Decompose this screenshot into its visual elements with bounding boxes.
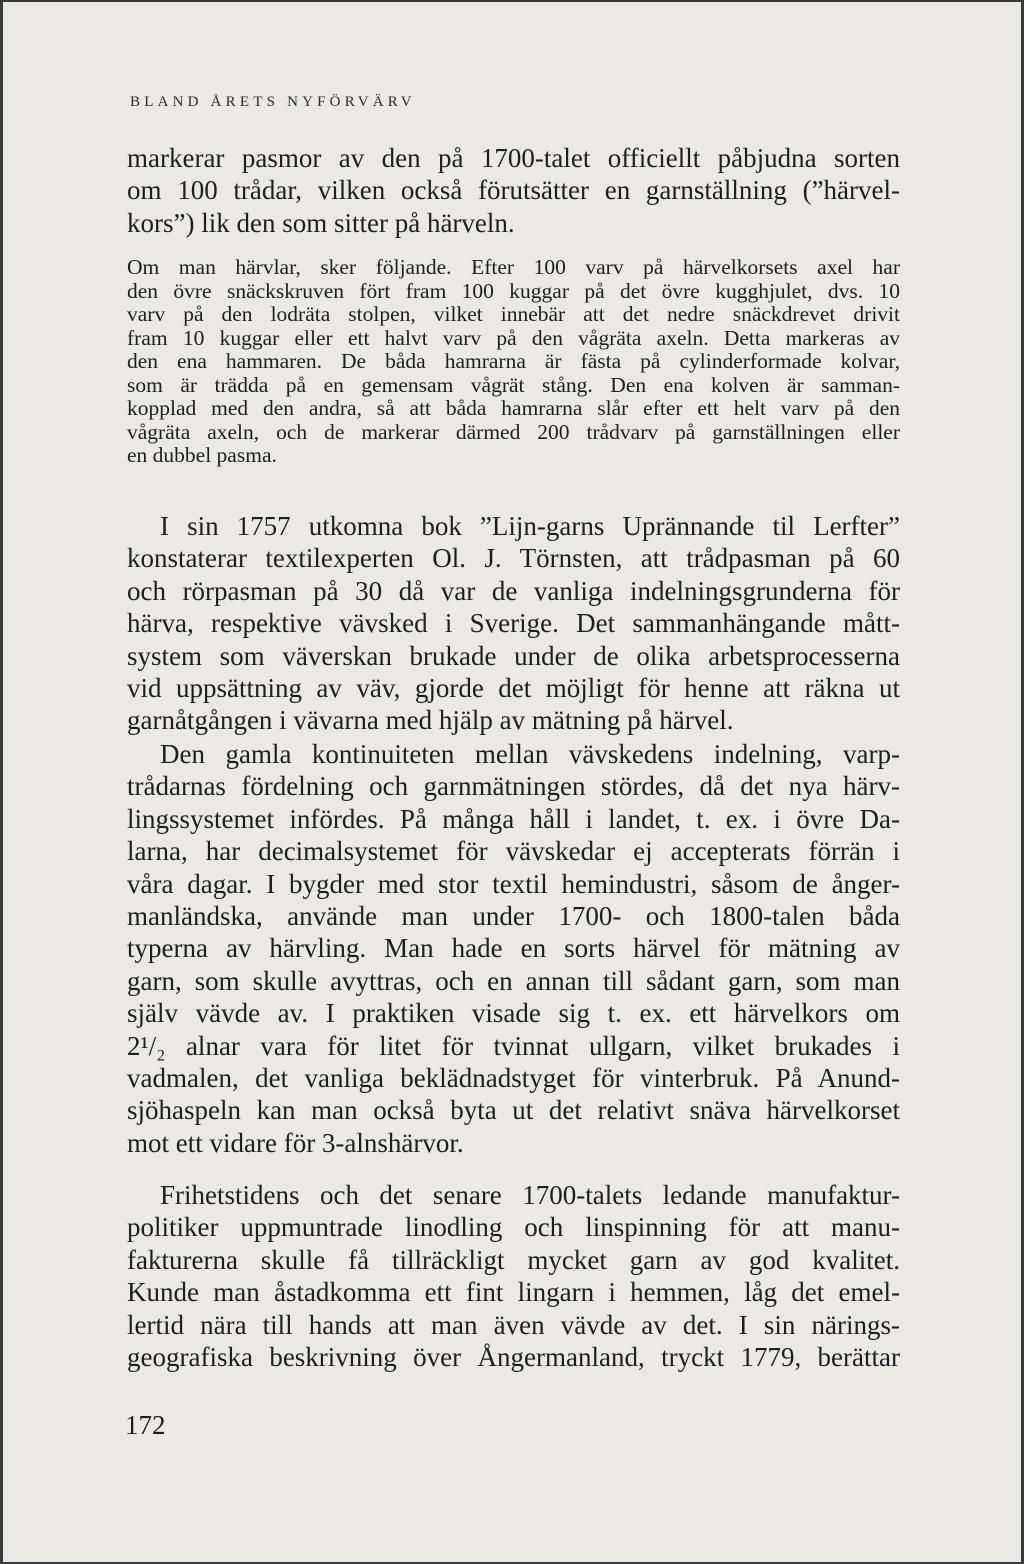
text-line: konstaterar textilexperten Ol. J. Törnsten, att trådpasman på 60 (127, 543, 900, 574)
text-line: som är trädda på en gemensam vågrät stång. Den ena kolven är samman- (127, 372, 900, 397)
text-line: system som väverskan brukade under de olika arbetsprocesserna (127, 640, 900, 671)
text-line: vadmalen, det vanliga beklädnadstyget för vinterbruk. På Anund- (127, 1063, 900, 1094)
text-line: trådarnas fördelning och garnmätningen stördes, då det nya härv- (127, 771, 900, 802)
text-line: politiker uppmuntrade linodling och linspinning för att manu- (127, 1212, 900, 1243)
text-line: kors”) lik den som sitter på härveln. (127, 207, 515, 238)
text-line: härva, respektive vävsked i Sverige. Det sammanhängande mått- (127, 608, 900, 639)
text-line: garn, som skulle avyttras, och en annan till sådant garn, som man (127, 965, 900, 996)
text-line: den övre snäckskruven fört fram 100 kuggar på det övre kugghjulet, dvs. 10 (127, 278, 900, 303)
text-line: mot ett vidare för 3-alnshärvor. (127, 1127, 464, 1158)
text-line: manländska, använde man under 1700- och 1800-talen båda (127, 901, 900, 932)
text-line: själv vävde av. I praktiken visade sig t. ex. ett härvelkors om (127, 998, 900, 1029)
text-line: Den gamla kontinuiteten mellan vävskedens indelning, varp- (160, 739, 900, 769)
text-line: I sin 1757 utkomna bok ”Lijn-garns Uprännande til Lerfter” (160, 511, 900, 541)
text-line: våra dagar. I bygder med stor textil hemindustri, såsom de ånger- (127, 868, 900, 899)
text-line: Frihetstidens och det senare 1700-talets ledande manufaktur- (160, 1180, 900, 1210)
page-number: 172 (125, 1410, 166, 1440)
text-line: en dubbel pasma. (127, 443, 277, 467)
text-line: geografiska beskrivning över Ångermanland, tryckt 1779, berättar (127, 1342, 900, 1373)
text-line: fram 10 kuggar eller ett halvt varv på den vågräta axeln. Detta markeras av (127, 325, 900, 350)
paragraph (127, 510, 900, 737)
text-line: Kunde man åstadkomma ett fint lingarn i hemmen, låg det emel- (127, 1277, 900, 1308)
running-head: BLAND ÅRETS NYFÖRVÄRV (130, 94, 416, 110)
small-print-paragraph (127, 256, 900, 468)
text-line: vågräta axeln, och de markerar därmed 200 trådvarv på garnställningen eller (127, 419, 900, 444)
paragraph (127, 1179, 900, 1373)
text-line: markerar pasmor av den på 1700-talet officiellt påbjudna sorten (127, 143, 900, 173)
text-line: 2¹/₂ alnar vara för litet för tvinnat ullgarn, vilket brukades i (127, 1030, 900, 1061)
text-line: garnåtgången i vävarna med hjälp av mätning på härvel. (127, 705, 734, 736)
paragraph (127, 738, 900, 1159)
text-line: sjöhaspeln kan man också byta ut det relativt snäva härvelkorset (127, 1095, 900, 1126)
text-line: typerna av härvling. Man hade en sorts härvel för mätning av (127, 933, 900, 964)
text-line: Om man härvlar, sker följande. Efter 100 varv på härvelkorsets axel har (127, 255, 900, 279)
text-line: den ena hammaren. De båda hamrarna är fästa på cylinderformade kolvar, (127, 349, 900, 373)
text-line: fakturerna skulle få tillräckligt mycket garn av god kvalitet. (127, 1244, 900, 1275)
text-line: vid uppsättning av väv, gjorde det möjligt för henne att räkna ut (127, 673, 900, 704)
text-line: lertid nära till hands att man även vävde av det. I sin närings- (127, 1309, 900, 1340)
text-line: och rörpasman på 30 då var de vanliga indelningsgrunderna för (127, 575, 900, 606)
paragraph (127, 142, 900, 239)
text-line: kopplad med den andra, så att båda hamrarna slår efter ett helt varv på den (127, 396, 900, 420)
text-line: larna, har decimalsystemet för vävskedar ej accepterats förrän i (127, 836, 900, 867)
text-line: lingssystemet infördes. På många håll i landet, t. ex. i övre Da- (127, 803, 900, 834)
book-page (3, 2, 1021, 1562)
text-line: varv på den lodräta stolpen, vilket innebär att det nedre snäckdrevet drivit (127, 302, 900, 326)
text-line: om 100 trådar, vilken också förutsätter en garnställning (”härvel- (127, 175, 900, 206)
